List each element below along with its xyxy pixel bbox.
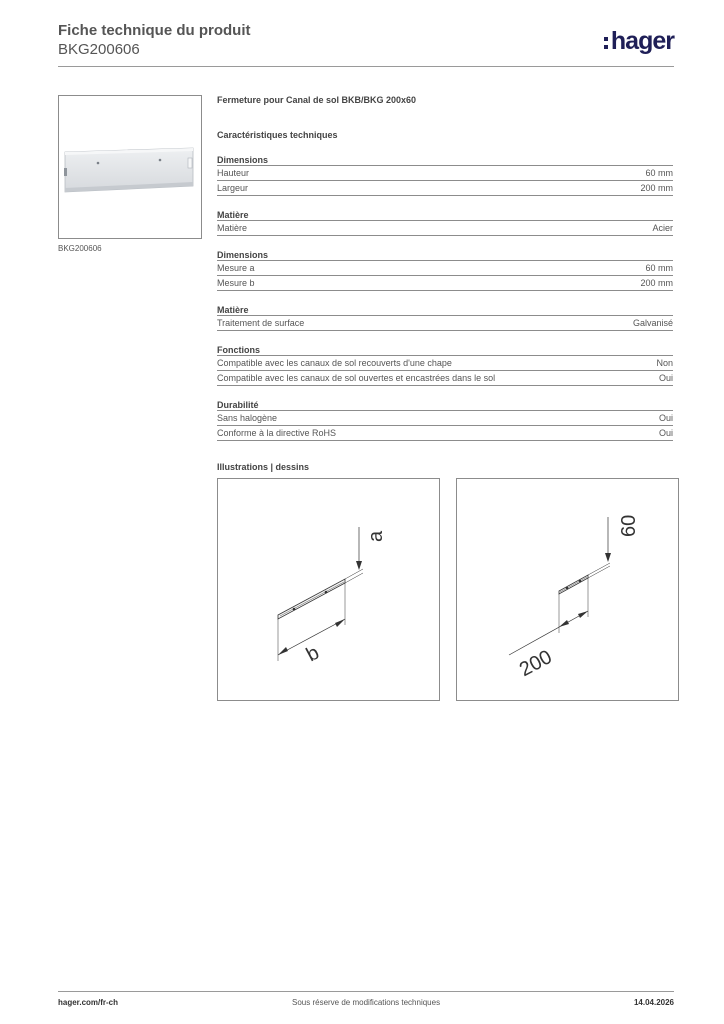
dimension-a-label: a <box>365 530 387 542</box>
spec-label: Compatible avec les canaux de sol recouverts d'une chape <box>217 358 452 368</box>
spec-section <box>217 249 673 291</box>
logo-text: hager <box>610 27 674 55</box>
dimension-b-label: b <box>302 641 323 667</box>
spec-section <box>217 154 673 196</box>
product-image <box>58 95 202 239</box>
dimension-drawing-svg <box>218 479 439 700</box>
spec-label: Largeur <box>217 183 249 193</box>
section-title: Matière <box>217 209 673 221</box>
section-title: Fonctions <box>217 344 673 356</box>
spec-section <box>217 209 673 236</box>
spec-value: 60 mm <box>645 168 673 178</box>
spec-value: Non <box>656 358 673 368</box>
product-image-caption: BKG200606 <box>58 244 102 253</box>
spec-label: Conforme à la directive RoHS <box>217 428 337 438</box>
footer-disclaimer: Sous réserve de modifications techniques <box>292 998 441 1007</box>
spec-value: Oui <box>658 413 673 423</box>
spec-label: Sans halogène <box>217 413 278 423</box>
spec-row <box>217 316 673 331</box>
spec-section <box>217 344 673 386</box>
footer-divider <box>58 991 674 992</box>
technical-characteristics-heading: Caractéristiques techniques <box>217 130 338 140</box>
spec-value: Acier <box>652 223 673 233</box>
page-header <box>58 22 674 66</box>
spec-section <box>217 399 673 441</box>
spec-row <box>217 426 673 441</box>
spec-row <box>217 356 673 371</box>
hager-logo <box>604 25 674 57</box>
page-footer <box>58 998 674 1010</box>
spec-value: Oui <box>658 428 673 438</box>
footer-website-link[interactable]: hager.com/fr-ch <box>58 998 119 1007</box>
spec-row <box>217 166 673 181</box>
dimension-drawing-generic <box>217 478 440 701</box>
section-title: Dimensions <box>217 249 673 261</box>
spec-row <box>217 261 673 276</box>
dimension-200-label: 200 <box>515 646 556 682</box>
spec-value: 60 mm <box>645 263 673 273</box>
document-subtitle: BKG200606 <box>58 41 140 58</box>
spec-label: Traitement de surface <box>217 318 305 328</box>
section-title: Durabilité <box>217 399 673 411</box>
specifications-panel <box>217 94 673 473</box>
spec-label: Hauteur <box>217 168 250 178</box>
spec-label: Matière <box>217 223 248 233</box>
dimension-drawing-200x60 <box>456 478 679 701</box>
spec-row <box>217 181 673 196</box>
spec-value: 200 mm <box>640 183 673 193</box>
footer-date: 14.04.2026 <box>633 998 674 1007</box>
spec-label: Mesure b <box>217 278 255 288</box>
spec-value: 200 mm <box>640 278 673 288</box>
spec-section <box>217 304 673 331</box>
spec-row <box>217 371 673 386</box>
spec-row <box>217 411 673 426</box>
section-title: Matière <box>217 304 673 316</box>
section-title: Dimensions <box>217 154 673 166</box>
dimension-drawing-svg <box>457 479 678 700</box>
spec-label: Compatible avec les canaux de sol ouvertes et encastrées dans le sol <box>217 373 496 383</box>
spec-value: Oui <box>658 373 673 383</box>
document-title: Fiche technique du produit <box>58 22 251 39</box>
product-plate-illustration <box>59 96 201 238</box>
product-name: Fermeture pour Canal de sol BKB/BKG 200x60 <box>217 95 417 105</box>
logo-dots-icon <box>604 37 608 49</box>
header-divider <box>58 66 674 67</box>
illustrations-heading: Illustrations | dessins <box>217 462 310 472</box>
dimension-60-label: 60 <box>618 514 640 537</box>
spec-row <box>217 221 673 236</box>
spec-row <box>217 276 673 291</box>
spec-label: Mesure a <box>217 263 255 273</box>
spec-value: Galvanisé <box>632 318 673 328</box>
